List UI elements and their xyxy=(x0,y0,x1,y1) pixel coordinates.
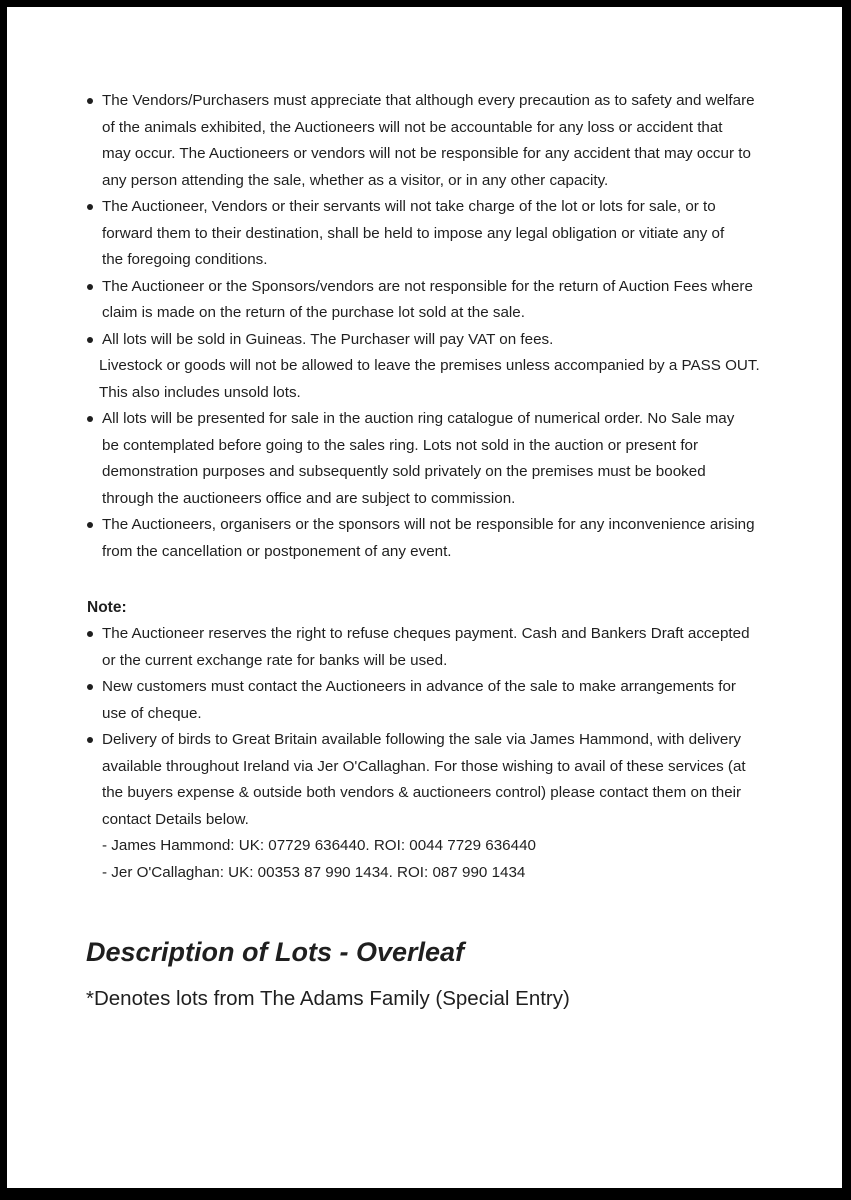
term-item: The Auctioneer, Vendors or their servants will not take charge of the lot or lots for sale, or to forward them to their destination, shall be held to impose any legal obligation or vitiate any of the foregoing conditions. xyxy=(87,194,787,274)
term-item: The Auctioneer or the Sponsors/vendors are not responsible for the return of Auction Fees where claim is made on the return of the purchase lot sold at the sale. xyxy=(87,274,787,327)
note-list xyxy=(87,621,787,886)
description-subtitle: *Denotes lots from The Adams Family (Special Entry) xyxy=(86,987,570,1010)
description-title: Description of Lots - Overleaf xyxy=(86,937,465,967)
term-item: The Vendors/Purchasers must appreciate that although every precaution as to safety and welfare of the animals exhibited, the Auctioneers will not be accountable for any loss or accident that may occur. The Auctioneers or vendors will not be responsible for any accident that may occur to any person attending the sale, whether as a visitor, or in any other capacity. xyxy=(87,88,787,194)
bullet-icon xyxy=(87,416,93,422)
bullet-icon xyxy=(87,522,93,528)
note-heading: Note: xyxy=(87,599,127,616)
bullet-icon xyxy=(87,737,93,743)
bullet-icon xyxy=(87,204,93,210)
bullet-icon xyxy=(87,337,93,343)
contact-james-hammond: - James Hammond: UK: 07729 636440. ROI: 0044 7729 636440 xyxy=(102,837,536,854)
contact-list xyxy=(87,833,787,886)
note-item: New customers must contact the Auctioneers in advance of the sale to make arrangements for use of cheque. xyxy=(87,674,787,727)
bullet-icon xyxy=(87,631,93,637)
note-item: The Auctioneer reserves the right to refuse cheques payment. Cash and Bankers Draft accepted or the current exchange rate for banks will be used. xyxy=(87,621,787,674)
terms-list xyxy=(87,88,787,565)
document-page xyxy=(7,7,842,1188)
bullet-icon xyxy=(87,284,93,290)
term-item: All lots will be presented for sale in the auction ring catalogue of numerical order. No Sale may be contemplated before going to the sales ring. Lots not sold in the auction or present for demonstration purposes and subsequently sold privately on the premises must be booked through the auctioneers office and are subject to commission. xyxy=(87,406,787,512)
term-item: All lots will be sold in Guineas. The Purchaser will pay VAT on fees. xyxy=(87,327,787,354)
contact-jer-ocallaghan: - Jer O'Callaghan: UK: 00353 87 990 1434. ROI: 087 990 1434 xyxy=(102,863,526,881)
note-item: Delivery of birds to Great Britain available following the sale via James Hammond, with delivery available throughout Ireland via Jer O'Callaghan. For those wishing to avail of these services (at the buyers expense & outside both vendors & auctioneers control) please contact them on their contact Details below. xyxy=(87,727,787,833)
term-continuation: Livestock or goods will not be allowed to leave the premises unless accompanied by a PASS OUT. This also includes unsold lots. xyxy=(99,357,760,401)
term-item: The Auctioneers, organisers or the sponsors will not be responsible for any inconvenience arising from the cancellation or postponement of any event. xyxy=(87,512,787,565)
bullet-icon xyxy=(87,684,93,690)
bullet-icon xyxy=(87,98,93,104)
